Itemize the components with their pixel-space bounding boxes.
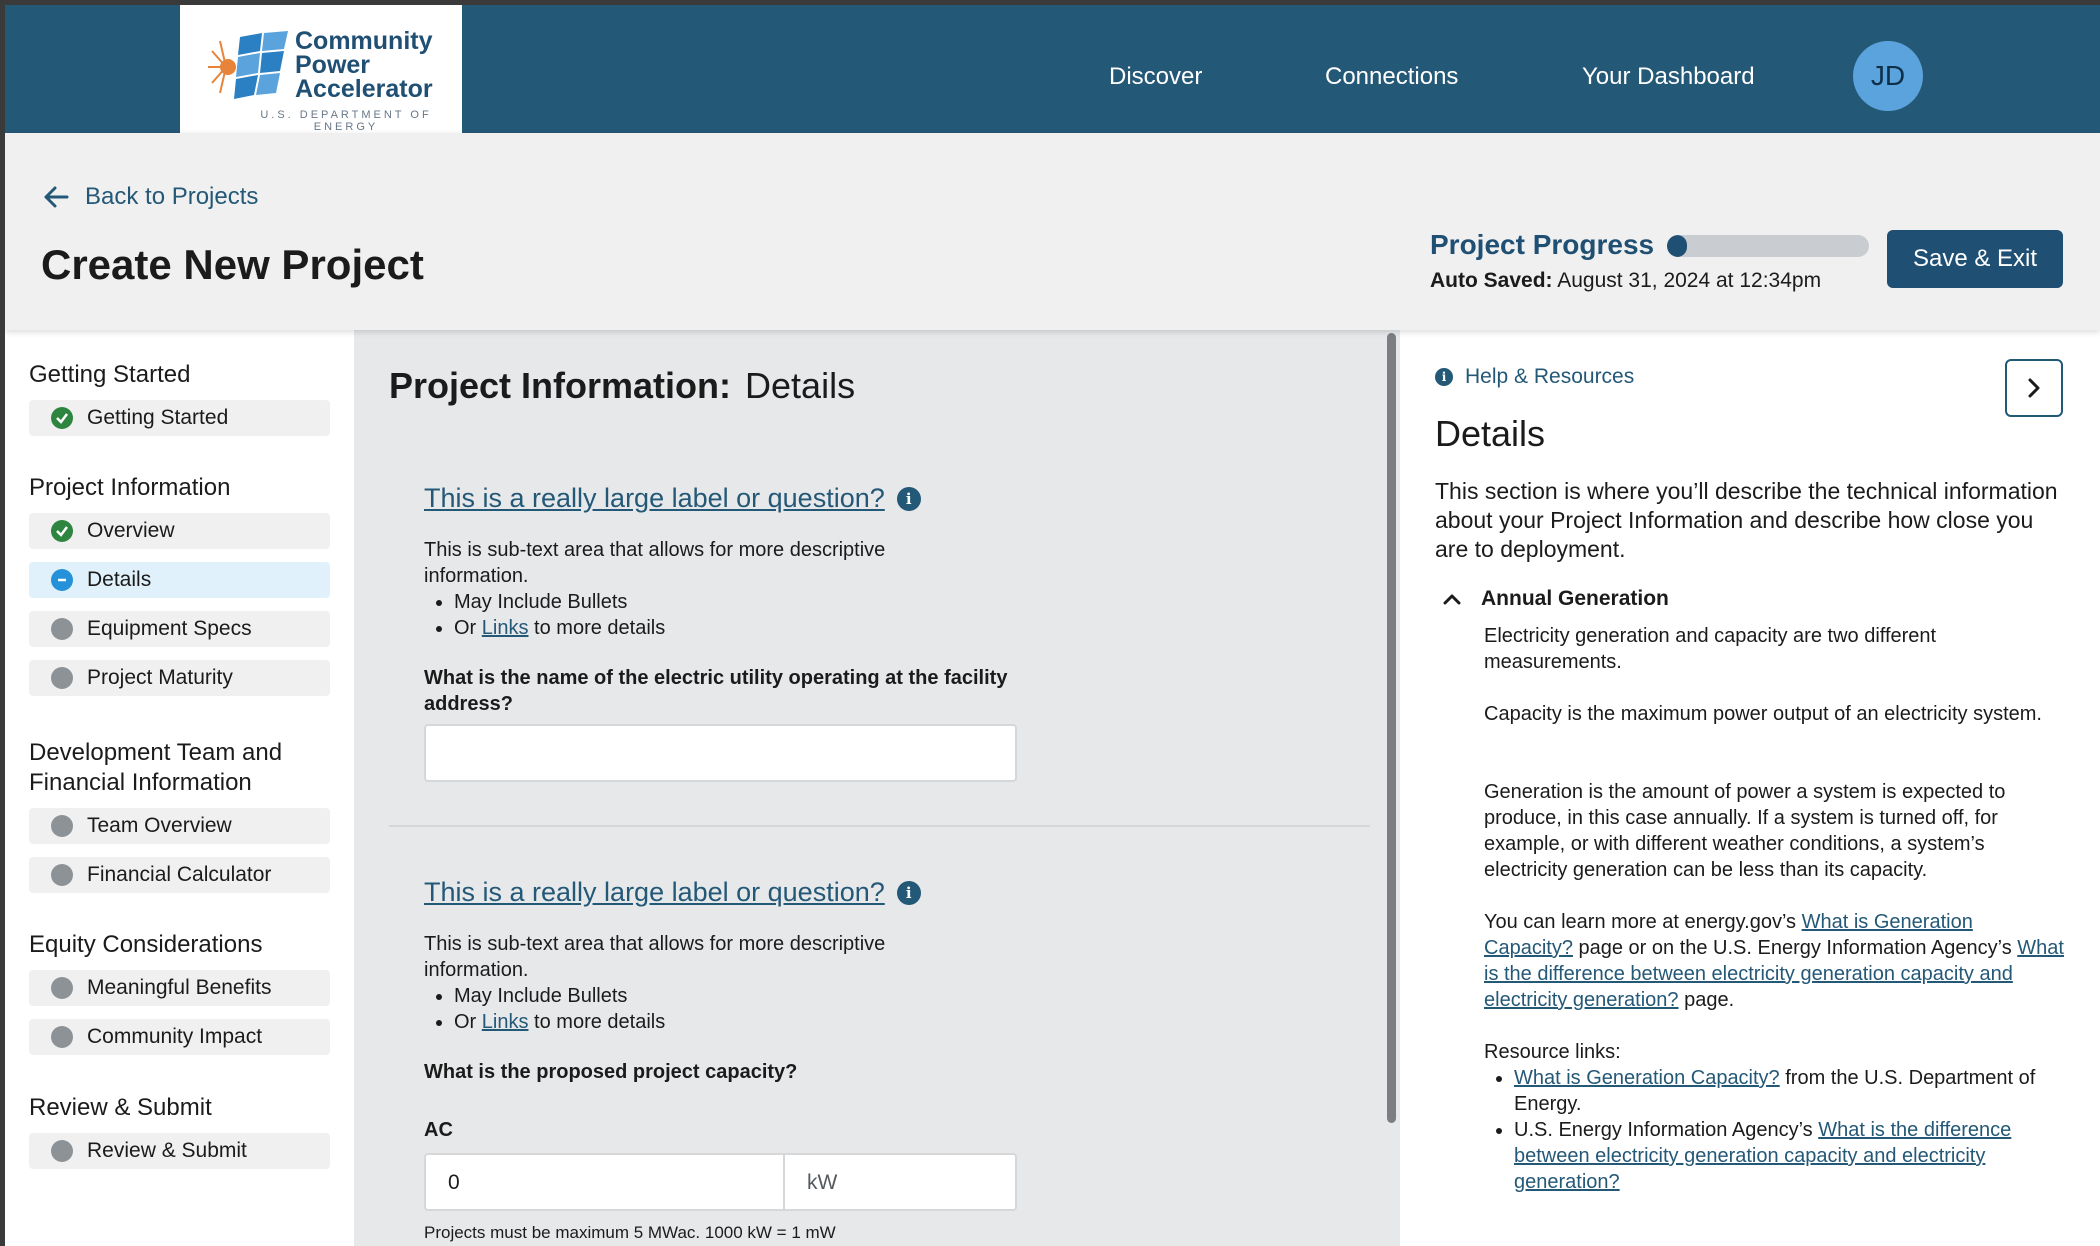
- sidebar-section-title: [29, 738, 282, 798]
- sidebar-step-label: Getting Started: [87, 406, 229, 429]
- section-divider: [389, 825, 1370, 827]
- brand-logo[interactable]: [180, 5, 462, 133]
- sidebar-step-project-maturity[interactable]: [29, 660, 330, 696]
- resource-link-doe[interactable]: What is Generation Capacity?: [1514, 1067, 1780, 1089]
- help-paragraph: Electricity generation and capacity are two different measurements.: [1484, 625, 1937, 673]
- autosave-status: [1430, 269, 1821, 293]
- sidebar-step-overview[interactable]: [29, 513, 330, 549]
- not-started-icon: [51, 1140, 73, 1162]
- sidebar-step-community-impact[interactable]: [29, 1019, 330, 1055]
- question-subtext: [424, 537, 984, 641]
- details-link[interactable]: Links: [481, 617, 529, 639]
- check-icon: [51, 520, 73, 542]
- chevron-up-icon: [1443, 592, 1461, 606]
- collapse-help-button[interactable]: [2005, 359, 2063, 417]
- bullet-item: • May Include Bullets: [454, 983, 984, 1009]
- arrow-left-icon: [43, 185, 69, 209]
- sidebar-step-label: Review & Submit: [87, 1139, 247, 1162]
- question-label-text: This is a really large label or question?: [424, 877, 885, 907]
- app-frame: [5, 5, 2100, 1246]
- sidebar-step-details[interactable]: [29, 562, 330, 598]
- brand-line: Power: [295, 51, 371, 79]
- sidebar-step-equipment-specs[interactable]: [29, 611, 330, 647]
- help-text: page or on the U.S. Energy Information Agency’s: [1578, 937, 2012, 959]
- info-icon[interactable]: i: [897, 881, 921, 905]
- help-resources-label: Help & Resources: [1465, 365, 1635, 388]
- utility-name-question: What is the name of the electric utility operating at the facility address?: [424, 667, 1008, 715]
- brand-line: Community: [295, 27, 433, 55]
- sidebar-step-label: Details: [87, 568, 152, 591]
- subtext-paragraph: This is sub-text area that allows for more descriptive information.: [424, 933, 886, 981]
- back-to-projects-link[interactable]: [43, 183, 258, 211]
- details-link[interactable]: Links: [481, 1011, 529, 1033]
- not-started-icon: [51, 667, 73, 689]
- form-section-subtitle: Details: [745, 365, 856, 406]
- page-title: Create New Project: [41, 241, 424, 288]
- bullet-text: Or: [454, 1011, 477, 1033]
- eia-difference-link[interactable]: What is the difference between electricity generation capacity and electricity generation?: [1484, 937, 2064, 1011]
- help-text: You can learn more at energy.gov’s: [1484, 911, 1797, 933]
- info-icon[interactable]: i: [897, 487, 921, 511]
- bullet-text: to more details: [534, 1011, 666, 1033]
- question-label-text: This is a really large label or question?: [424, 483, 885, 513]
- sidebar-step-label: Meaningful Benefits: [87, 976, 272, 999]
- project-progress-fill: [1667, 235, 1687, 257]
- sidebar-step-label: Project Maturity: [87, 666, 233, 689]
- sidebar-section-title: Equity Considerations: [29, 931, 263, 958]
- help-paragraph: Generation is the amount of power a system is expected to produce, in this case annually. If a system is turned off, for example, or with different weather conditions, a system’s electricity generation can be less than its capacity.: [1484, 781, 2006, 881]
- accordion-title: Annual Generation: [1481, 587, 1669, 610]
- sidebar-step-label: Financial Calculator: [87, 863, 272, 886]
- form-section-title: Project Information:: [389, 365, 732, 406]
- annual-generation-accordion[interactable]: [1443, 587, 1669, 611]
- bullet-text: Or: [454, 617, 477, 639]
- nav-connections[interactable]: Connections: [1325, 63, 1459, 90]
- help-intro: This section is where you’ll describe the technical information about your Project Information and describe how close you are to deployment.: [1435, 478, 2058, 562]
- brand-line: Accelerator: [295, 75, 433, 103]
- sidebar-section-title: Project Information: [29, 474, 231, 501]
- not-started-icon: [51, 977, 73, 999]
- check-icon: [51, 407, 73, 429]
- sidebar-step-label: Equipment Specs: [87, 617, 252, 640]
- help-text: page.: [1684, 989, 1735, 1011]
- brand-name: [295, 29, 433, 101]
- question-subtext: [424, 931, 984, 1035]
- sidebar-step-meaningful-benefits[interactable]: [29, 970, 330, 1006]
- generation-capacity-link[interactable]: What is Generation Capacity?: [1484, 911, 1973, 959]
- resource-item: [1514, 1065, 2064, 1117]
- not-started-icon: [51, 864, 73, 886]
- not-started-icon: [51, 618, 73, 640]
- help-paragraph: Capacity is the maximum power output of an electricity system.: [1484, 703, 2042, 725]
- sidebar-step-label: Overview: [87, 519, 175, 542]
- back-label: Back to Projects: [85, 183, 259, 210]
- sidebar-section-title-line: Development Team and: [29, 739, 283, 766]
- page-header: [5, 133, 2100, 330]
- sidebar-step-getting-started[interactable]: [29, 400, 330, 436]
- ac-label: AC: [424, 1119, 453, 1141]
- sidebar-section-title-line: Financial Information: [29, 769, 252, 796]
- project-progress-label: Project Progress: [1430, 229, 1655, 260]
- form-scrollbar[interactable]: [1387, 333, 1396, 1123]
- sidebar-step-team-overview[interactable]: [29, 808, 330, 844]
- save-and-exit-button[interactable]: Save & Exit: [1887, 230, 2063, 288]
- top-navigation-bar: [5, 5, 2100, 133]
- autosave-time: August 31, 2024 at 12:34pm: [1557, 269, 1822, 292]
- bullet-item: • May Include Bullets: [454, 589, 984, 615]
- resource-item: [1514, 1117, 2064, 1195]
- help-paragraph: [1484, 909, 2064, 1013]
- project-progress-bar: [1667, 235, 1869, 257]
- resource-link-eia[interactable]: What is the difference between electricity generation capacity and electricity generation?: [1514, 1119, 2012, 1193]
- bullet-item: [454, 615, 984, 641]
- chevron-right-icon: [2026, 377, 2042, 399]
- question-label[interactable]: [424, 483, 921, 514]
- capacity-hint: Projects must be maximum 5 MWac. 1000 kW = 1 mW: [424, 1223, 836, 1242]
- ac-unit-select[interactable]: kW: [785, 1153, 1017, 1211]
- solar-panel-logo-icon: [206, 29, 290, 109]
- resource-links-title: Resource links:: [1484, 1041, 1621, 1063]
- help-title: Details: [1435, 413, 1546, 454]
- subtext-paragraph: This is sub-text area that allows for more descriptive information.: [424, 539, 886, 587]
- ac-capacity-input[interactable]: 0: [424, 1153, 785, 1211]
- brand-subtitle: U.S. DEPARTMENT OF ENERGY: [260, 109, 432, 133]
- form-section-heading: [389, 365, 855, 407]
- resource-text: U.S. Energy Information Agency’s: [1514, 1119, 1813, 1141]
- resource-text: from the U.S. Department of Energy.: [1514, 1067, 2036, 1115]
- project-capacity-question: What is the proposed project capacity?: [424, 1061, 798, 1083]
- not-started-icon: [51, 815, 73, 837]
- user-avatar[interactable]: JD: [1853, 41, 1923, 111]
- subtext-bullets: [424, 589, 984, 641]
- bullet-item: [454, 1009, 984, 1035]
- sidebar-step-review-submit[interactable]: [29, 1133, 330, 1169]
- not-started-icon: [51, 1026, 73, 1048]
- sidebar-step-label: Team Overview: [87, 814, 232, 837]
- form-panel: [354, 330, 1400, 1246]
- resource-list: [1484, 1065, 2064, 1195]
- sidebar-step-financial-calculator[interactable]: [29, 857, 330, 893]
- sidebar-step-label: Community Impact: [87, 1025, 263, 1048]
- sidebar-section-title: Review & Submit: [29, 1094, 212, 1121]
- question-label[interactable]: [424, 877, 921, 908]
- bullet-text: to more details: [534, 617, 666, 639]
- info-icon: i: [1435, 368, 1453, 386]
- nav-discover[interactable]: Discover: [1109, 63, 1203, 90]
- nav-your-dashboard[interactable]: Your Dashboard: [1582, 63, 1755, 90]
- autosave-label: Auto Saved:: [1430, 269, 1553, 292]
- subtext-bullets: [424, 983, 984, 1035]
- help-resources-link[interactable]: [1435, 365, 1634, 389]
- in-progress-icon: [51, 569, 73, 591]
- sidebar-section-title: Getting Started: [29, 361, 191, 388]
- resource-links: [1484, 1039, 2064, 1195]
- utility-name-input[interactable]: [424, 724, 1017, 782]
